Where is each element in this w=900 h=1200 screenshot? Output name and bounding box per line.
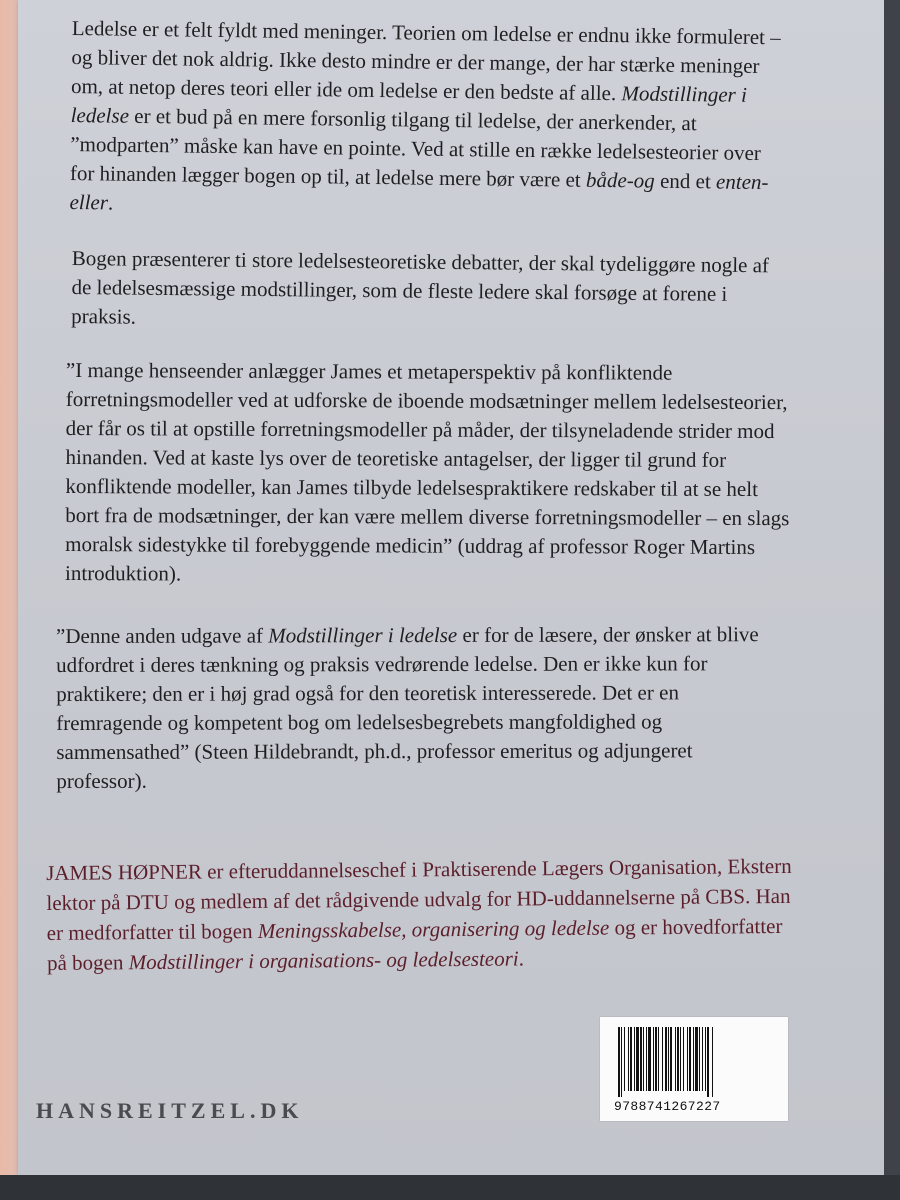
bottom-book-edge — [0, 1175, 900, 1200]
intro-text-between: end et — [654, 168, 717, 194]
barcode-bar — [675, 1027, 676, 1091]
bio-book-2: Modstillinger i organisations- og ledelsesteori — [128, 946, 519, 975]
barcode-bar — [665, 1027, 667, 1091]
intro-text-middle: er et bud på en mere forsonlig tilgang til ledelse, der anerkender, at ”modparten” måske kan have en pointe. Ved at stille en række ledelsesteorier over for hinanden lægger bogen op til, at ledelse mere bør være et — [69, 103, 762, 192]
right-book-edge — [884, 0, 900, 1200]
barcode-bar — [621, 1027, 622, 1097]
barcode-bar — [707, 1027, 709, 1097]
barcode-bar — [634, 1027, 635, 1091]
quote-steen-hildebrandt — [56, 620, 786, 796]
barcode-bar — [699, 1027, 700, 1091]
barcode-bar — [670, 1027, 672, 1091]
barcode-bar — [630, 1027, 632, 1091]
barcode-bar — [643, 1027, 644, 1091]
intro-paragraph — [69, 14, 792, 226]
intro-text-start: Ledelse er et felt fyldt med meninger. Teorien om ledelse er endnu ikke formuleret – og bliver det nok aldrig. Ikke desto mindre er der mange, der har stærke meninger om, at netop deres teori eller ide om ledelse er den bedste af alle. — [70, 15, 781, 106]
barcode-bar — [702, 1027, 703, 1091]
barcode-bar — [640, 1027, 642, 1091]
debates-paragraph: Bogen præsenterer ti store ledelsesteoretiske debatter, der skal tydeliggøre nogle af de ledelsesmæssige modstillinger, som de fleste ledere skal forsøge at forene i praksis. — [71, 245, 770, 329]
barcode-bar — [693, 1027, 694, 1091]
author-name: JAMES HØPNER — [46, 859, 203, 885]
barcode-bar — [662, 1027, 663, 1091]
barcode-bar — [618, 1027, 620, 1097]
quote2-text-start: ”Denne anden udgave af — [56, 623, 269, 648]
isbn-barcode — [600, 1017, 788, 1121]
barcode-bar — [677, 1027, 679, 1091]
barcode-bars — [616, 1027, 774, 1097]
barcode-bar — [658, 1027, 659, 1091]
barcode-bar — [689, 1027, 691, 1091]
quote-roger-martin: ”I mange henseender anlægger James et metaperspektiv på konfliktende forretningsmodeller ved at udforske de iboende modsætninger mellem ledelsesteorier, der får os til at opstille forretningsmodeller på måder, der tilsyneladende strider mod hinanden. Ved at kaste lys over de teoretiske antagelser, der ligger til grund for konfliktende modeller, kan James tilbyde ledelsespraktikere redskaber til at se helt bort fra de modsætninger, der kan være mellem diverse forretningsmodeller – en slags moralsk sidestykke til forebyggende medicin” (uddrag af professor Roger Martins introduktion). — [65, 357, 790, 586]
barcode-bar — [646, 1027, 647, 1091]
book-title-italic: Modstillinger i ledelse — [70, 81, 748, 128]
barcode-bar — [680, 1027, 681, 1091]
barcode-bar — [687, 1027, 688, 1091]
bio-book-1: Meningsskabelse, organisering og ledelse — [257, 915, 610, 943]
term-either-or: enten-eller — [69, 169, 769, 215]
term-both-and: både-og — [585, 167, 655, 193]
bio-end: . — [518, 946, 525, 971]
barcode-bar — [695, 1027, 698, 1091]
barcode-bar — [712, 1027, 713, 1097]
barcode-bar — [628, 1027, 629, 1091]
quote2-book-title: Modstillinger i ledelse — [268, 622, 458, 648]
barcode-bar — [705, 1027, 706, 1091]
intro-text-end: . — [107, 190, 114, 215]
author-bio — [46, 851, 795, 978]
barcode-bar — [624, 1027, 625, 1091]
bio-text-2: og er hovedforfatter på bogen — [46, 913, 783, 975]
barcode-bar — [668, 1027, 669, 1091]
barcode-bar — [655, 1027, 657, 1091]
quote2-text-end: er for de læsere, der ønsker at blive udfordret i deres tænkning og praksis vedrørende ledelse. Den er ikke kun for praktikere; den er i høj grad også for den teoretisk interesserede. Det er en fremragende og kompetent bog om ledelsesbegrebets mangfoldighed og sammensathed” (Steen Hildebrandt, ph.d., professor emeritus og adjungeret professor). — [56, 622, 759, 793]
barcode-bar — [636, 1027, 639, 1091]
bio-text-1: er efteruddannelseschef i Praktiserende Lægers Organisation, Ekstern lektor på DTU og medlem af det rådgivende udvalg for HD-uddannelserne på CBS. Han er medforfatter til bogen — [46, 853, 792, 945]
publisher-website: HANSREITZEL.DK — [36, 1098, 304, 1123]
barcode-bar — [653, 1027, 654, 1091]
barcode-bar — [683, 1027, 684, 1091]
isbn-number: 9788741267227 — [614, 1099, 721, 1114]
barcode-bar — [648, 1027, 651, 1091]
